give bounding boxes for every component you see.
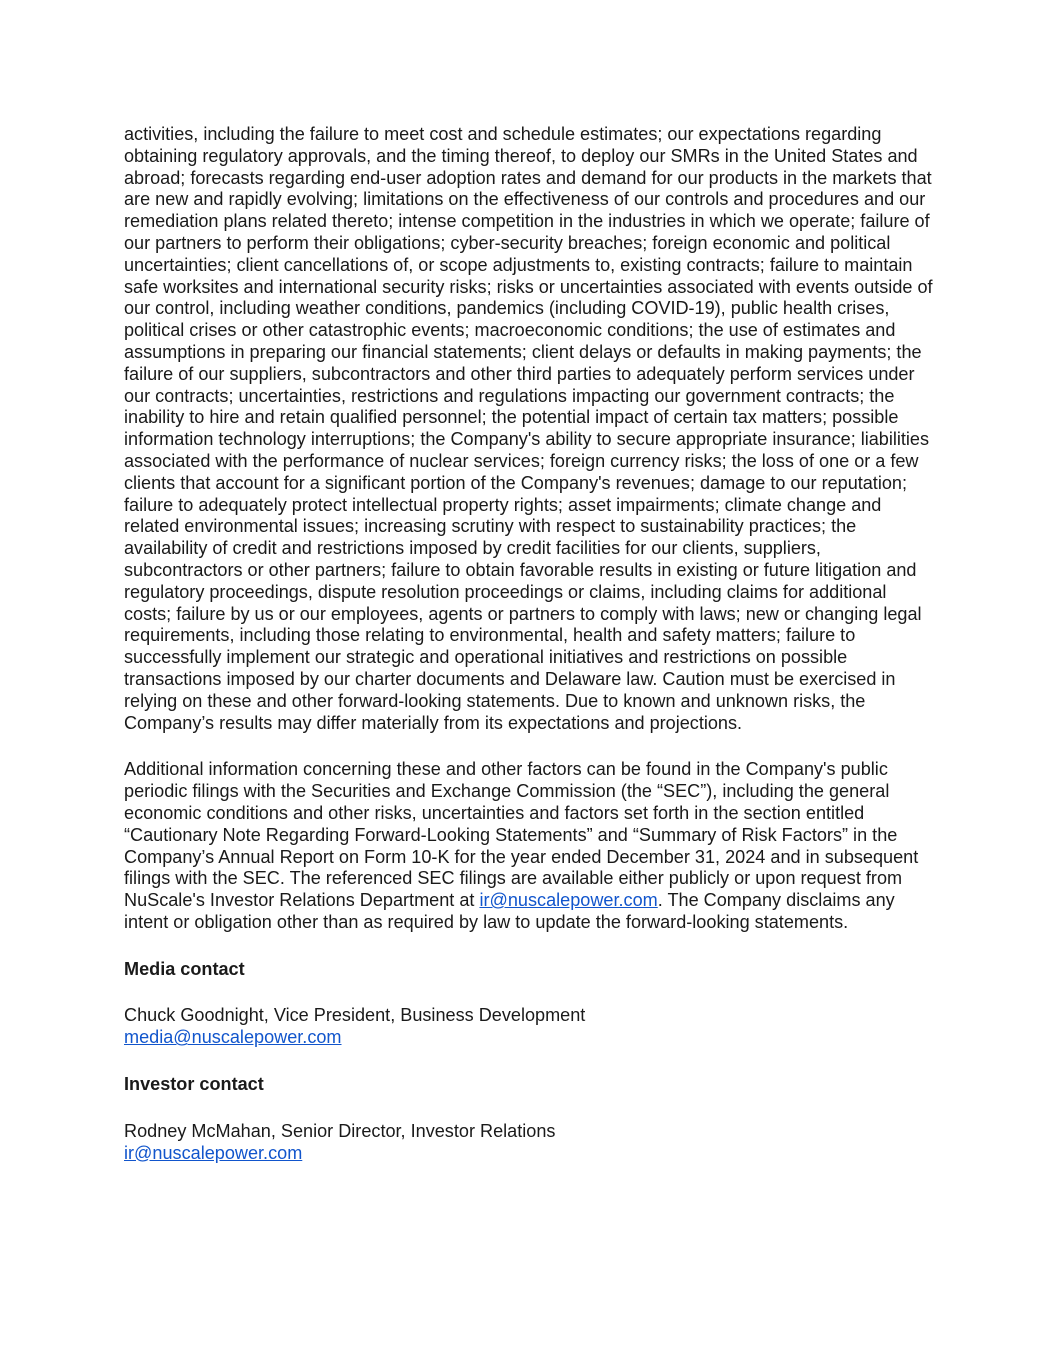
disclaimer-text: . The Company disclaims any intent or obligation other than as required by law to update the forward-looking statements. [124,890,895,932]
media-contact-block [124,1005,936,1049]
investor-contact-email-link[interactable]: ir@nuscalepower.com [124,1142,303,1163]
investor-contact-heading: Investor contact [124,1074,264,1095]
additional-information-paragraph [124,759,936,933]
media-contact-email-link[interactable]: media@nuscalepower.com [124,1027,342,1048]
risk-factors-paragraph: activities, including the failure to meet cost and schedule estimates; our expectations regarding obtaining regulatory approvals, and the timing thereof, to deploy our SMRs in the United States and abroad; forecasts regarding end-user adoption rates and demand for our products in the markets that are new and rapidly evolving; limitations on the effectiveness of our controls and procedures and our remediation plans related thereto; intense competition in the industries in which we operate; failure of our partners to perform their obligations; cyber-security breaches; foreign economic and political uncertainties; client cancellations of, or scope adjustments to, existing contracts; failure to maintain safe worksites and international security risks; risks or uncertainties associated with events outside of our control, including weather conditions, pandemics (including COVID-19), public health crises, political crises or other catastrophic events; macroeconomic conditions; the use of estimates and assumptions in preparing our financial statements; client delays or defaults in making payments; the failure of our suppliers, subcontractors and other third parties to adequately perform services under our contracts; uncertainties, restrictions and regulations impacting our government contracts; the inability to hire and retain qualified personnel; the potential impact of certain tax matters; possible information technology interruptions; the Company's ability to secure appropriate insurance; liabilities associated with the performance of nuclear services; foreign currency risks; the loss of one or a few clients that account for a significant portion of the Company's revenues; damage to our reputation; failure to adequately protect intellectual property rights; asset impairments; climate change and related environmental issues; increasing scrutiny with respect to sustainability practices; the availability of credit and restrictions imposed by credit facilities for our clients, suppliers, subcontractors or other partners; failure to obtain favorable results in existing or future litigation and regulatory proceedings, dispute resolution proceedings or claims, including claims for additional costs; failure by us or our employees, agents or partners to comply with laws; new or changing legal requirements, including those relating to environmental, health and safety matters; failure to successfully implement our strategic and operational initiatives and restrictions on possible transactions imposed by our charter documents and Delaware law. Caution must be exercised in relying on these and other forward-looking statements. Due to known and unknown risks, the Company’s results may differ materially from its expectations and projections. [124,124,933,733]
investor-contact-name: Rodney McMahan, Senior Director, Investor Relations [124,1120,556,1141]
media-contact-name: Chuck Goodnight, Vice President, Business Development [124,1005,586,1026]
media-contact-heading: Media contact [124,958,245,979]
document-page [124,124,936,1164]
additional-info-text: Additional information concerning these and other factors can be found in the Company's public periodic filings with the Securities and Exchange Commission (the “SEC”), including the general economic conditions and other risks, uncertainties and factors set forth in the section entitled “Cautionary Note Regarding Forward-Looking Statements” and “Summary of Risk Factors” in the Company’s Annual Report on Form 10-K for the year ended December 31, 2024 and in subsequent filings with the SEC. The referenced SEC filings are available either publicly or upon request from NuScale's Investor Relations Department at [124,759,919,911]
investor-relations-email-link[interactable]: ir@nuscalepower.com [479,890,658,911]
investor-contact-block [124,1121,936,1165]
